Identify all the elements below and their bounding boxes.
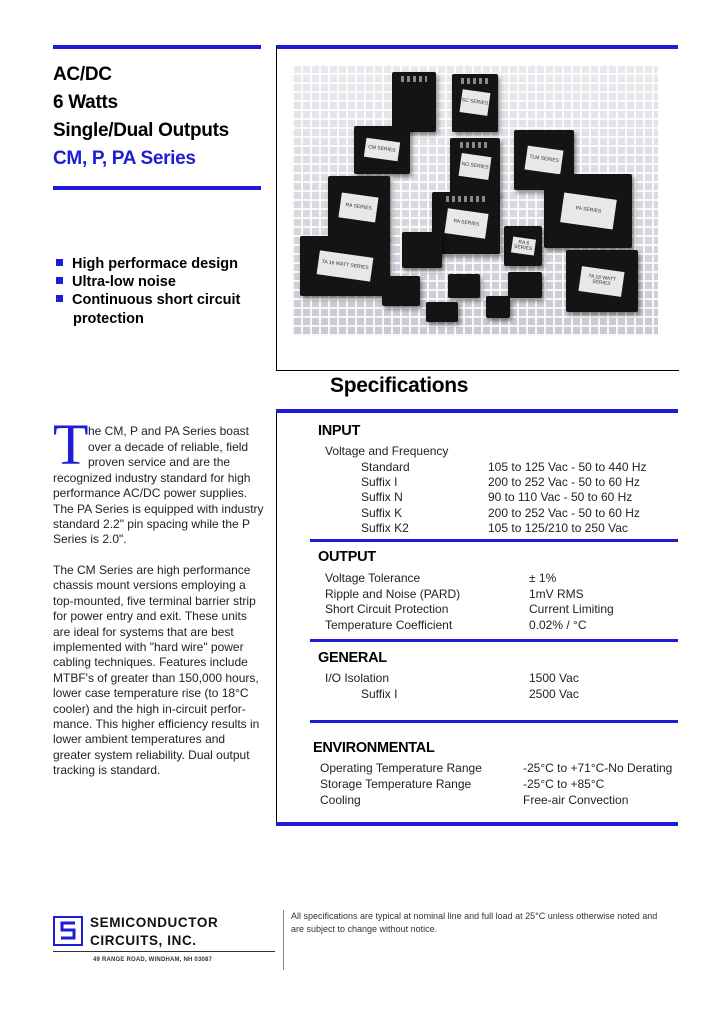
company-name-line-1: SEMICONDUCTOR	[90, 915, 219, 930]
body-line: are ideal for systems that are best	[53, 625, 234, 639]
drop-cap: T	[53, 412, 89, 477]
footnote-line-1: All specifications are typical at nominal line and full load at 25°C unless otherwise noted and	[291, 911, 658, 921]
title-top-rule	[53, 45, 261, 49]
body-line: greater system reliability. Dual output	[53, 748, 250, 762]
title-line-3: Single/Dual Outputs	[53, 120, 229, 141]
body-line: over a decade of reliable, field	[88, 440, 249, 454]
input-row-label: Suffix N	[361, 490, 403, 504]
environmental-heading: ENVIRONMENTAL	[313, 740, 435, 756]
body-line: proven service and are the	[88, 455, 231, 469]
feature-item	[56, 256, 238, 272]
general-row-value: 2500 Vac	[529, 687, 579, 701]
module-image	[486, 296, 510, 318]
body-line: performance AC/DC power supplies.	[53, 486, 248, 500]
body-line: cabling techniques. Features include	[53, 655, 248, 669]
environmental-row-value: -25°C to +71°C-No Derating	[523, 761, 673, 775]
input-row-value: 105 to 125/210 to 250 Vac	[488, 521, 628, 535]
input-row-label: Suffix K2	[361, 521, 409, 535]
feature-item	[56, 292, 240, 308]
output-row-label: Temperature Coefficient	[325, 618, 453, 632]
body-line: tracking is standard.	[53, 763, 161, 777]
bullet-square-icon	[56, 277, 63, 284]
body-line: cooler) and the high in-circuit perfor-	[53, 702, 246, 716]
module-image	[448, 274, 480, 298]
input-row-value: 105 to 125 Vac - 50 to 440 Hz	[488, 460, 647, 474]
body-line: The CM Series are high performance	[53, 563, 251, 577]
company-logo-icon	[53, 916, 83, 946]
output-row-value: 1mV RMS	[529, 587, 584, 601]
body-line: mance. This higher efficiency results in	[53, 717, 260, 731]
module-image	[402, 232, 442, 268]
body-line: MTBF's of greater than 150,000 hours,	[53, 671, 259, 685]
title-line-1: AC/DC	[53, 64, 112, 85]
module-image: CM SERIES	[354, 126, 410, 174]
output-row-label: Short Circuit Protection	[325, 602, 449, 616]
output-heading: OUTPUT	[318, 549, 376, 565]
section-divider-line	[276, 413, 277, 825]
footer-underline	[53, 951, 275, 952]
title-line-2: 6 Watts	[53, 92, 118, 113]
general-row-label: Suffix I	[361, 687, 398, 701]
feature-label: Ultra-low noise	[72, 274, 176, 290]
company-name-line-2: CIRCUITS, INC.	[90, 933, 197, 948]
feature-item	[56, 274, 176, 290]
input-row-value: 200 to 252 Vac - 50 to 60 Hz	[488, 506, 640, 520]
module-image: RA 6 SERIES	[504, 226, 542, 266]
module-image: RA SERIES	[328, 176, 390, 238]
specifications-heading: Specifications	[330, 374, 469, 397]
module-image: PA SERIES	[544, 174, 632, 248]
module-image: NO SERIES	[450, 138, 500, 196]
environmental-row-label: Storage Temperature Range	[320, 777, 472, 791]
body-line: top-mounted, five terminal barrier strip	[53, 594, 256, 608]
title-bottom-rule	[53, 186, 261, 190]
input-row-value: 200 to 252 Vac - 50 to 60 Hz	[488, 475, 640, 489]
title-series: CM, P, PA Series	[53, 148, 196, 169]
body-line: implemented with "hard wire" power	[53, 640, 244, 654]
body-line: Series is 2.0".	[53, 532, 127, 546]
module-image: TA 18 WATT SERIES	[566, 250, 638, 312]
module-image: PA SERIES	[432, 192, 500, 254]
output-row-value: Current Limiting	[529, 602, 614, 616]
body-line: he CM, P and PA Series boast	[88, 424, 249, 438]
input-heading: INPUT	[318, 423, 361, 439]
output-rule	[310, 639, 678, 642]
general-row-value: 1500 Vac	[529, 671, 579, 685]
body-line: standard 2.2" pin spacing while the P	[53, 517, 251, 531]
module-image	[382, 276, 420, 306]
module-image	[426, 302, 458, 322]
body-line: recognized industry standard for high	[53, 471, 251, 485]
module-image: TLM SERIES	[514, 130, 574, 190]
environmental-row-value: -25°C to +85°C	[523, 777, 605, 791]
input-row-label: Standard	[361, 460, 410, 474]
output-row-value: ± 1%	[529, 571, 557, 585]
bullet-square-icon	[56, 259, 63, 266]
environmental-row-value: Free-air Convection	[523, 793, 629, 807]
body-line: for power entry and exit. These units	[53, 609, 247, 623]
input-rule	[310, 539, 678, 542]
body-line: lower case temperature rise (to 18°C	[53, 686, 249, 700]
general-heading: GENERAL	[318, 650, 387, 666]
environmental-row-label: Cooling	[320, 793, 361, 807]
body-line: lower ambient temperatures and	[53, 732, 226, 746]
environmental-row-label: Operating Temperature Range	[320, 761, 482, 775]
product-photo	[292, 66, 658, 336]
module-image	[392, 72, 436, 132]
input-row-value: 90 to 110 Vac - 50 to 60 Hz	[488, 490, 633, 504]
bullet-square-icon	[56, 295, 63, 302]
body-line: chassis mount versions employing a	[53, 578, 246, 592]
general-rule	[310, 720, 678, 723]
module-image: SC SERIES	[452, 74, 498, 132]
input-row-label: Suffix K	[361, 506, 403, 520]
output-row-label: Ripple and Noise (PARD)	[325, 587, 461, 601]
general-row-label: I/O Isolation	[325, 671, 390, 685]
footer-divider	[283, 910, 284, 970]
footnote-line-2: are subject to change without notice.	[291, 924, 438, 934]
feature-item-continued: protection	[73, 311, 144, 327]
body-line: The PA Series is equipped with industry	[53, 502, 264, 516]
feature-label: High performace design	[72, 256, 238, 272]
output-row-value: 0.02% / °C	[529, 618, 587, 632]
module-image	[508, 272, 542, 298]
specs-rule	[276, 409, 678, 413]
environmental-rule	[276, 822, 678, 826]
module-image: TA 16 WATT SERIES	[300, 236, 390, 296]
output-row-label: Voltage Tolerance	[325, 571, 421, 585]
company-address: 49 RANGE ROAD, WINDHAM, NH 03087	[93, 957, 213, 963]
input-group-label: Voltage and Frequency	[325, 444, 449, 458]
feature-label: Continuous short circuit	[72, 292, 241, 308]
input-row-label: Suffix I	[361, 475, 398, 489]
